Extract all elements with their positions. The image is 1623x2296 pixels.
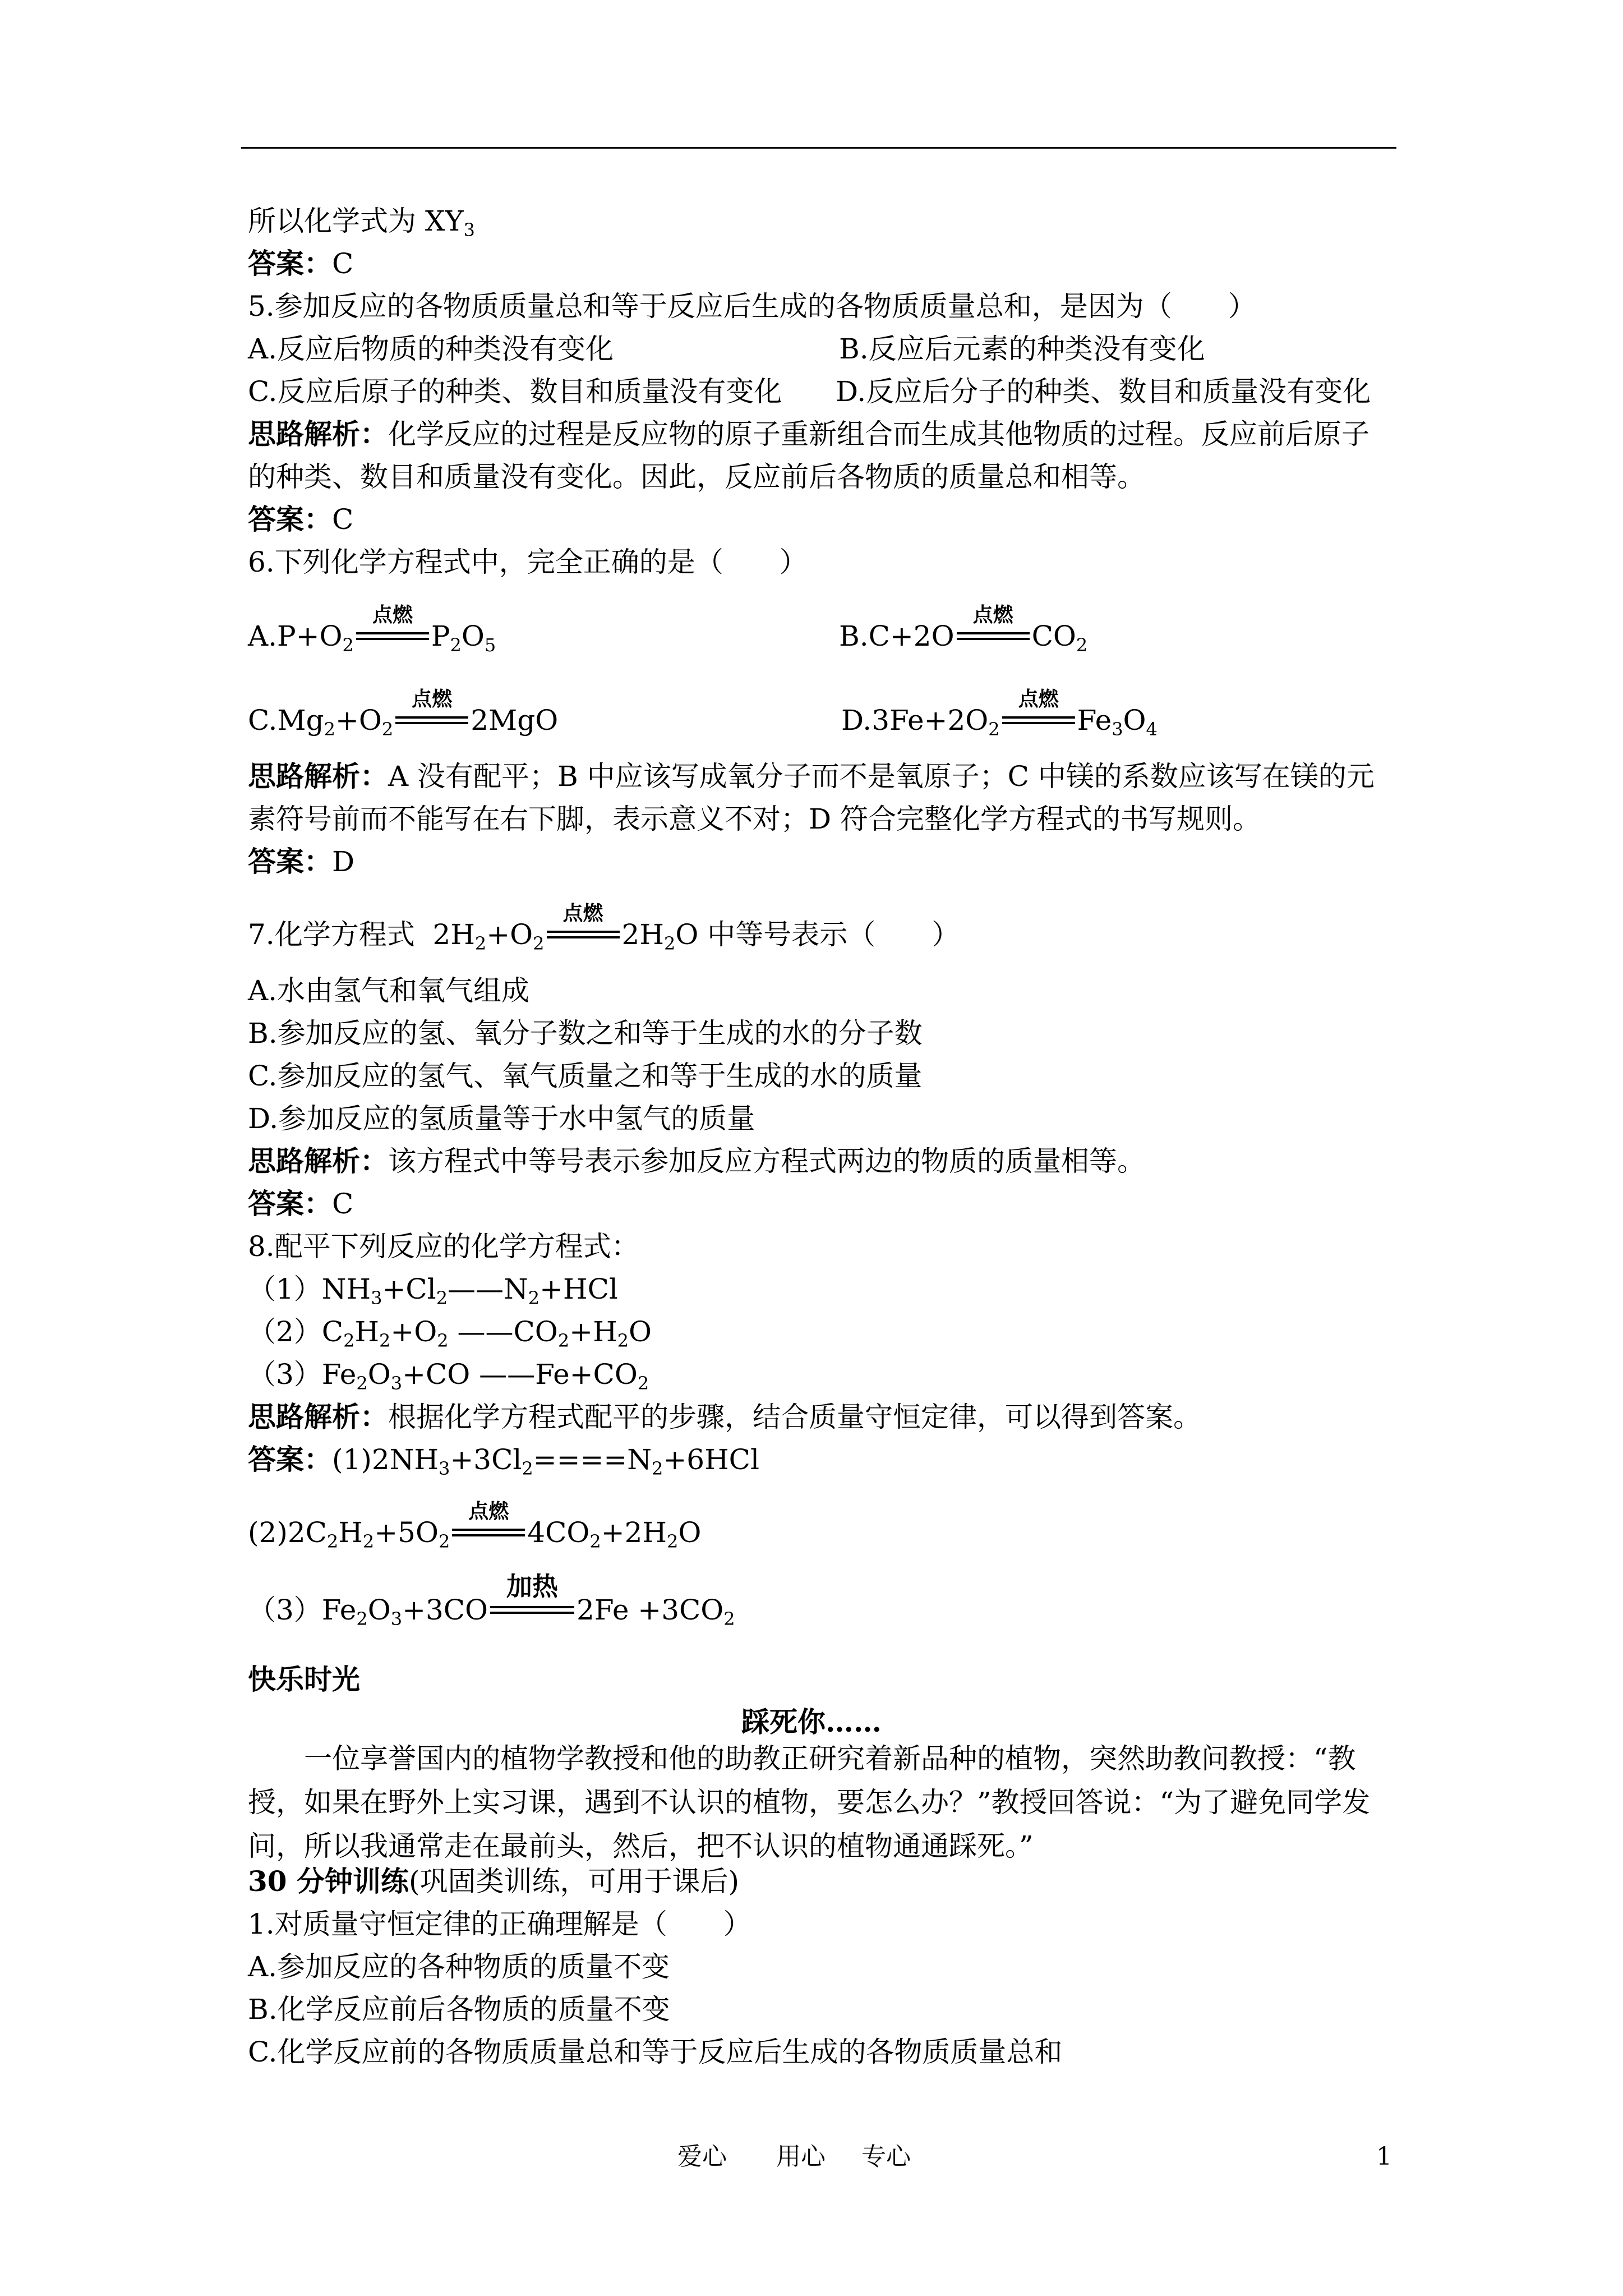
question-6: 6.下列化学方程式中，完全正确的是（ ）: [248, 546, 808, 578]
q5-option-d: D.反应后分子的种类、数目和质量没有变化: [836, 375, 1371, 408]
answer-7: 答案：C: [248, 1187, 354, 1220]
q7-option-b: B.参加反应的氢、氧分子数之和等于生成的水的分子数: [248, 1017, 923, 1050]
answer-8-2: $(2)2C_2H_2+5O_2$ 点燃 $4CO_2+2H_2O$: [248, 1500, 702, 1552]
answer-4: 答案：C: [248, 247, 354, 280]
q6-option-b: B.C+2O 点燃 $CO_2$: [839, 604, 1088, 656]
question-8: 8.配平下列反应的化学方程式：: [248, 1230, 639, 1263]
answer-8-3: $(3)Fe_2O_3+3CO$ 加热 $2Fe +3CO_2$: [248, 1571, 735, 1630]
explanation-5: 思路解析：化学反应的过程是反应物的原子重新组合而生成其他物质的过程。反应前后原子: [248, 417, 1370, 450]
footer-motto-2: 用心: [776, 2142, 826, 2171]
header-rule: [241, 147, 1396, 149]
answer-5: 答案：C: [248, 503, 354, 536]
reaction-arrow: 点燃: [356, 628, 429, 645]
q7-option-d: D.参加反应的氢质量等于水中氢气的质量: [248, 1102, 755, 1135]
page-number: 1: [1376, 2142, 1392, 2171]
reaction-arrow: 加热: [490, 1602, 574, 1618]
t1-option-b: B.化学反应前后各物质的质量不变: [248, 1993, 670, 2026]
q7-option-a: A.水由氢气和氧气组成: [248, 974, 530, 1007]
q5-option-a: A.反应后物质的种类没有变化: [248, 333, 614, 365]
q5-option-c: C.反应后原子的种类、数目和质量没有变化: [248, 375, 782, 408]
reaction-arrow: 点燃: [1002, 712, 1075, 729]
explanation-6: 思路解析：A 没有配平；B 中应该写成氧分子而不是氧原子；C 中镁的系数应该写在镁的元: [248, 760, 1375, 793]
q8-item-2: $(2)C_2H_2+O_2$ $——CO_2+H_2O$: [248, 1315, 652, 1351]
reaction-arrow: 点燃: [395, 712, 468, 729]
explanation-8: 思路解析：根据化学方程式配平的步骤，结合质量守恒定律，可以得到答案。: [248, 1400, 1201, 1433]
t1-option-c: C.化学反应前的各物质质量总和等于反应后生成的各物质质量总和: [248, 2036, 1063, 2068]
explanation-6-cont: 素符号前而不能写在右下脚，表示意义不对；D 符合完整化学方程式的书写规则。: [248, 803, 1261, 835]
section-30min: 30 分钟训练(巩固类训练，可用于课后): [248, 1865, 740, 1898]
q8-item-1: $(1)NH_3+Cl_2——N_2+HCl$: [248, 1273, 618, 1309]
t1-option-a: A.参加反应的各种物质的质量不变: [248, 1950, 670, 1983]
training-question-1: 1.对质量守恒定律的正确理解是（ ）: [248, 1908, 751, 1940]
footer-motto-1: 爱心: [677, 2142, 727, 2171]
answer-6: 答案：D: [248, 845, 355, 878]
q6-option-d: $D.3Fe+2O_2$ 点燃 $Fe_3O_4$: [841, 688, 1158, 740]
section-happy-time: 快乐时光: [248, 1663, 360, 1696]
story-title: 踩死你……: [741, 1705, 882, 1738]
q8-item-3: $(3)Fe_2O_3+CO$ $——Fe+CO_2$: [248, 1358, 649, 1394]
formula-conclusion: 所以化学式为 $XY_3$: [248, 205, 475, 241]
explanation-5-cont: 的种类、数目和质量没有变化。因此，反应前后各物质的质量总和相等。: [248, 461, 1145, 493]
explanation-7: 思路解析：该方程式中等号表示参加反应方程式两边的物质的质量相等。: [248, 1144, 1145, 1177]
question-7: 7.化学方程式 $2H_2+O_2$ 点燃 $2H_2O$ 中等号表示（ ）: [248, 902, 960, 954]
q7-option-c: C.参加反应的氢气、氧气质量之和等于生成的水的质量: [248, 1060, 923, 1092]
q6-option-a: $A.P+O_2$ 点燃 $P_2O_5$: [248, 604, 496, 656]
reaction-arrow: 点燃: [957, 628, 1030, 645]
reaction-arrow: 点燃: [547, 926, 620, 943]
footer-motto-3: 专心: [861, 2142, 911, 2171]
answer-8-1: 答案：$(1)2NH_3+3Cl_2====N_2+6HCl$: [248, 1443, 759, 1479]
q5-option-b: B.反应后元素的种类没有变化: [839, 333, 1205, 365]
q6-option-c: $C.Mg_2+O_2$ 点燃 2MgO: [248, 688, 559, 740]
question-5: 5.参加反应的各物质质量总和等于反应后生成的各物质质量总和，是因为（ ）: [248, 290, 1256, 323]
reaction-arrow: 点燃: [452, 1524, 525, 1541]
story-paragraph: 一位享誉国内的植物学教授和他的助教正研究着新品种的植物，突然助教问教授：“教授，如果在野外上实习课，遇到不认识的植物，要怎么办？”教授回答说：“为了避免同学发问，所以我通常走在最前头，然后，把不认识的植物通通踩死。”: [248, 1742, 1371, 1862]
